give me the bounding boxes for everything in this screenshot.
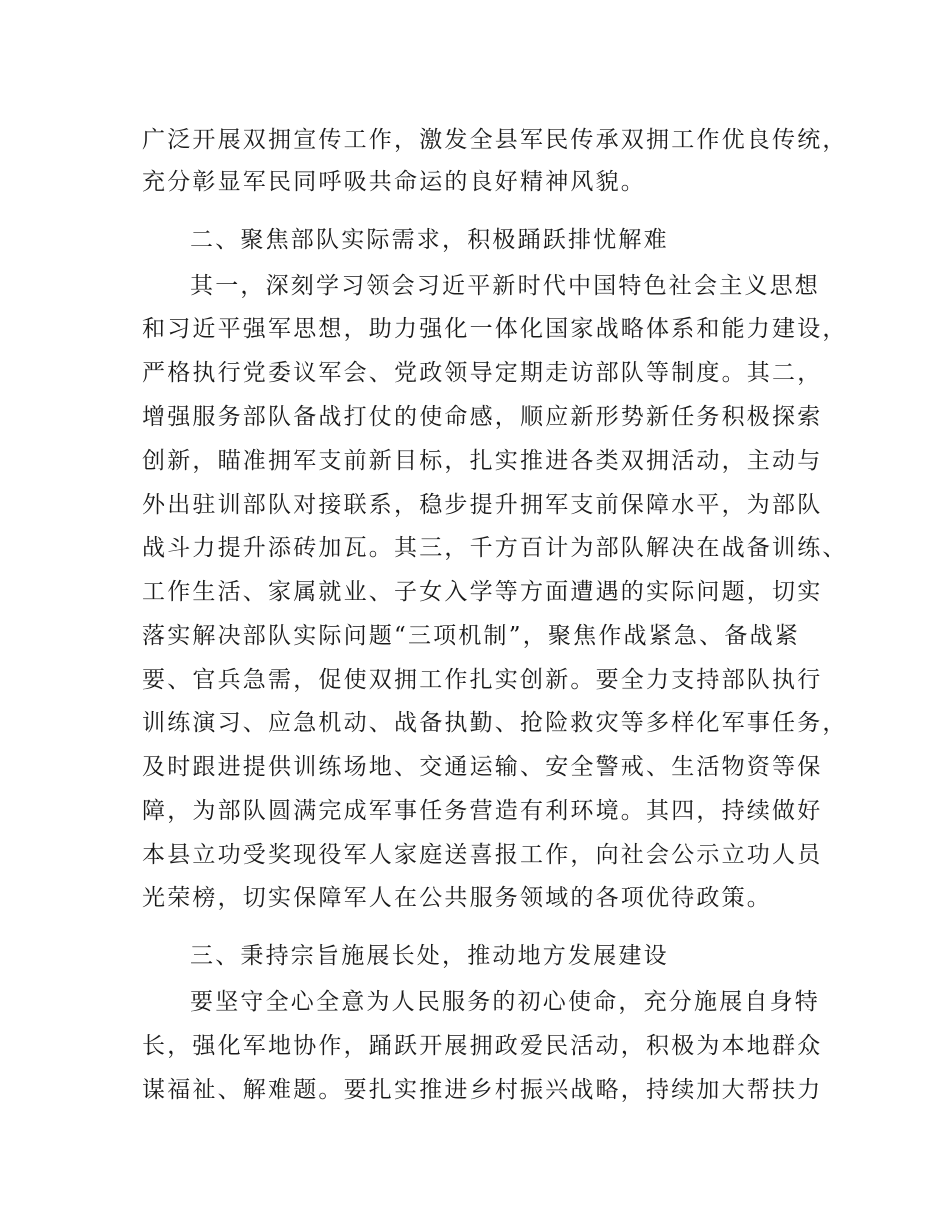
paragraph-line: 训练演习、应急机动、战备执勤、抢险救灾等多样化军事任务， <box>142 710 848 736</box>
paragraph-line: 创新，瞄准拥军支前新目标，扎实推进各类双拥活动，主动与 <box>142 448 823 474</box>
paragraph-line: 严格执行党委议军会、党政领导定期走访部队等制度。其二， <box>142 360 823 386</box>
paragraph-line: 光荣榜，切实保障军人在公共服务领域的各项优待政策。 <box>142 885 772 911</box>
paragraph-line: 广泛开展双拥宣传工作，激发全县军民传承双拥工作优良传统， <box>142 127 848 153</box>
paragraph-line: 本县立功受奖现役军人家庭送喜报工作，向社会公示立功人员 <box>142 842 823 868</box>
paragraph-line: 谋福祉、解难题。要扎实推进乡村振兴战略，持续加大帮扶力 <box>142 1077 823 1103</box>
paragraph-line: 要、官兵急需，促使双拥工作扎实创新。要全力支持部队执行 <box>142 667 823 693</box>
paragraph-line: 和习近平强军思想，助力强化一体化国家战略体系和能力建设， <box>142 316 848 342</box>
section-heading-3: 三、秉持宗旨施展长处，推动地方发展建设 <box>190 943 669 969</box>
paragraph-line: 工作生活、家属就业、子女入学等方面遭遇的实际问题，切实 <box>142 579 823 605</box>
paragraph-line: 落实解决部队实际问题“三项机制”，聚焦作战紧急、备战紧 <box>142 623 800 649</box>
paragraph-line: 充分彰显军民同呼吸共命运的良好精神风貌。 <box>142 169 646 195</box>
paragraph-line: 及时跟进提供训练场地、交通运输、安全警戒、生活物资等保 <box>142 754 823 780</box>
section-heading-2: 二、聚焦部队实际需求，积极踊跃排忧解难 <box>190 227 669 253</box>
paragraph-line: 障，为部队圆满完成军事任务营造有利环境。其四，持续做好 <box>142 798 823 824</box>
paragraph-line: 其一，深刻学习领会习近平新时代中国特色社会主义思想 <box>190 273 820 299</box>
paragraph-line: 增强服务部队备战打仗的使命感，顺应新形势新任务积极探索 <box>142 404 823 430</box>
paragraph-line: 要坚守全心全意为人民服务的初心使命，充分施展自身特 <box>190 989 820 1015</box>
paragraph-line: 战斗力提升添砖加瓦。其三，千方百计为部队解决在战备训练、 <box>142 535 848 561</box>
paragraph-line: 外出驻训部队对接联系，稳步提升拥军支前保障水平，为部队 <box>142 492 823 518</box>
paragraph-line: 长，强化军地协作，踊跃开展拥政爱民活动，积极为本地群众 <box>142 1033 823 1059</box>
